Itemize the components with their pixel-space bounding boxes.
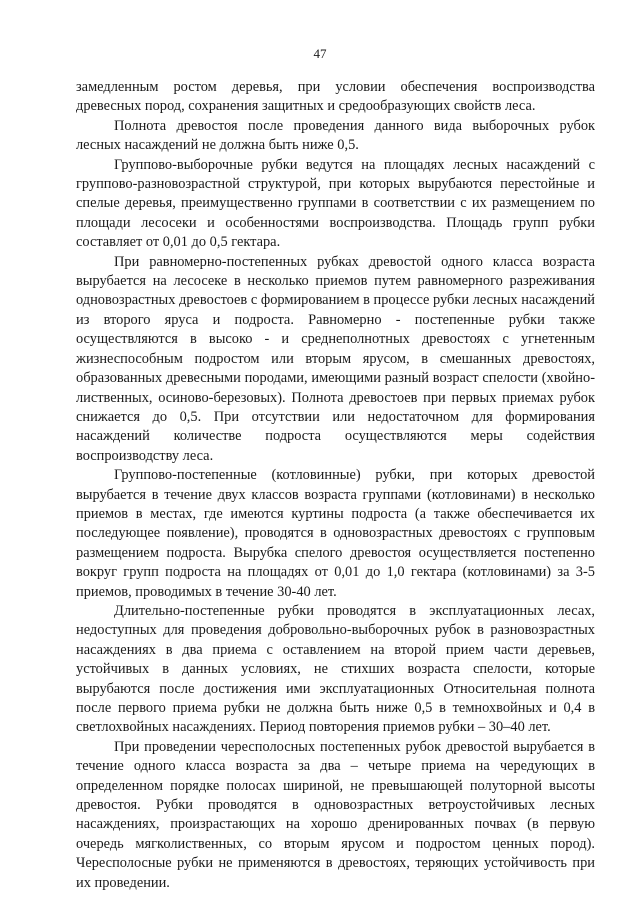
paragraph-7: При проведении чересполосных постепенных рубок древостой вырубается в течение одного класса возраста за два – четыре приема на чередующих в определенном порядке полосах шириной, не превышающей полуторной высоты древостоя. Рубки проводятся в одновозрастных ветроустойчивых лесных насаждениях, произрастающих на хорошо дренированных почвах (в первую очередь мягколиственных, со вторым ярусом и подростом ценных пород). Чересполосные рубки не применяются в древостоях, теряющих устойчивость при их проведении. — [76, 738, 595, 891]
paragraph-1: замедленным ростом деревья, при условии обеспечения воспроизводства древесных пород, сохранения защитных и средообразующих свойств леса. — [76, 79, 595, 115]
paragraph-3: Группово-выборочные рубки ведутся на площадях лесных насаждений с группово-разновозрастной структурой, при которых вырубаются перестойные и спелые деревья, преимущественно группами в соответствии с их размещением по площади лесосеки и особенностями воспроизводства. Площадь групп рубки составляет от 0,01 до 0,5 гектара. — [76, 156, 595, 251]
paragraph-5: Группово-постепенные (котловинные) рубки, при которых древостой вырубается в течение двух классов возраста группами (котловинами) в несколько приемов в местах, где имеются куртины подроста (а также обеспечивается их последующее появление), проводятся в одновозрастных древостоях с групповым размещением подроста. Вырубка спелого древостоя осуществляется постепенно вокруг групп подроста на площадях от 0,01 до 1,0 гектара (котловинами) за 3-5 приемов, проводимых в течение 30-40 лет. — [76, 467, 595, 600]
paragraph-6: Длительно-постепенные рубки проводятся в эксплуатационных лесах, недоступных для проведения добровольно-выборочных рубок в разновозрастных насаждениях в два приема с оставлением на второй прием части деревьев, устойчивых в данных условиях, не стихших возраста спелости, которые вырубаются после достижения ими эксплуатационных Относительная полнота после первого приема рубки не должна быть ниже 0,5 в темнохвойных и 0,4 в светлохвойных насаждениях. Период повторения приемов рубки – 30–40 лет. — [76, 602, 595, 736]
paragraph-4: При равномерно-постепенных рубках древостой одного класса возраста вырубается на лесосеке в несколько приемов путем равномерного разреживания одновозрастных древостоев с формированием в процессе рубки лесных насаждений из второго яруса и подроста. Равномерно - постепенные рубки также осуществляются в высоко - и среднеполнотных древостоях с угнетенным жизнеспособным подростом или вторым ярусом, в смешанных древостоях, образованных древесными породами, имеющими разный возраст спелости (хвойно-лиственных, осиново-березовых). Полнота древостоев при первых приемах рубок снижается до 0,5. При отсутствии или недостаточном для формирования насаждений количестве подроста осуществляются меры содействия воспроизводству леса. — [76, 253, 595, 464]
paragraph-2: Полнота древостоя после проведения данного вида выборочных рубок лесных насаждений не должна быть ниже 0,5. — [76, 117, 595, 154]
page-number: 47 — [313, 46, 327, 61]
page-body — [76, 78, 595, 893]
